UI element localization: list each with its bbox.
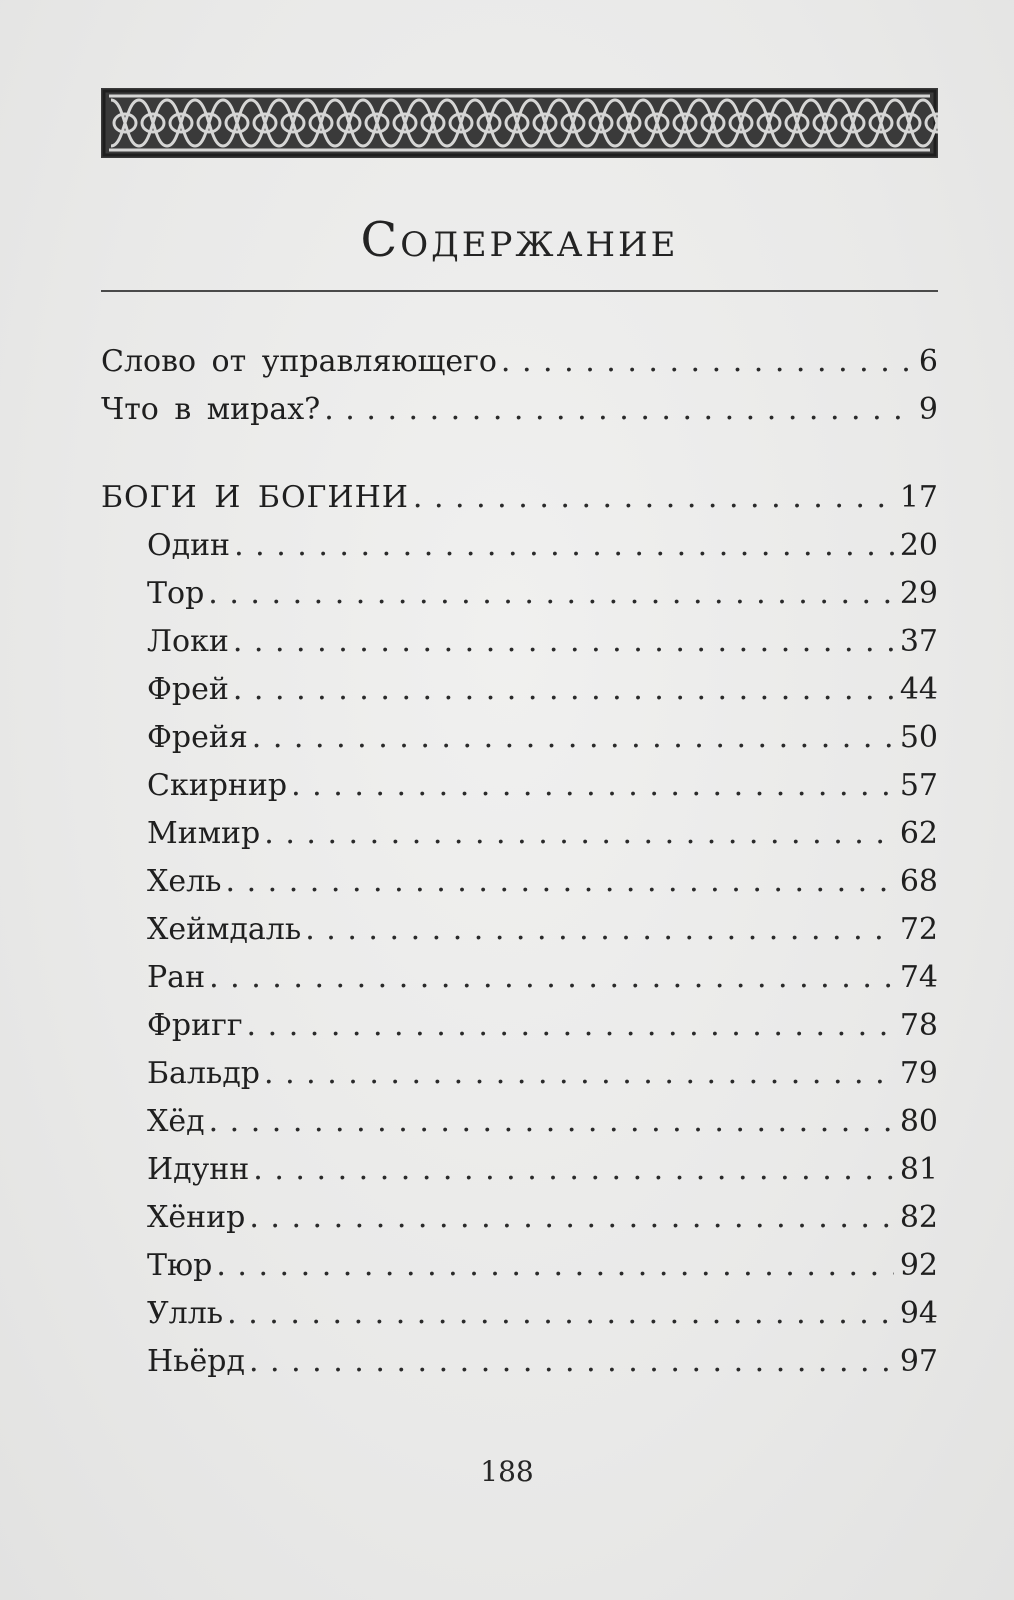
toc-entry-label: Хёнир xyxy=(147,1200,246,1235)
toc-leader-dots xyxy=(233,622,894,662)
toc-leader-dots xyxy=(247,1006,894,1046)
toc-page-number: 9 xyxy=(918,392,938,427)
toc-entry-mimir[interactable] xyxy=(147,814,938,854)
toc-leader-dots xyxy=(291,766,894,806)
toc-leader-dots xyxy=(209,1102,894,1142)
toc-leader-dots xyxy=(234,526,894,566)
toc-page-number: 29 xyxy=(899,576,938,611)
toc-entry-foreword[interactable] xyxy=(101,342,938,382)
toc-entry-label: Мимир xyxy=(147,816,261,851)
toc-section-gods[interactable] xyxy=(101,478,938,518)
toc-entry-thor[interactable] xyxy=(147,574,938,614)
toc-leader-dots xyxy=(253,1150,894,1190)
toc-page-number: 78 xyxy=(899,1008,938,1043)
toc-page-number: 80 xyxy=(899,1104,938,1139)
toc-leader-dots xyxy=(305,910,894,950)
toc-page-number: 92 xyxy=(899,1248,938,1283)
toc-entry-label: Скирнир xyxy=(147,768,288,803)
toc-page-number: 57 xyxy=(899,768,938,803)
toc-leader-dots xyxy=(216,1246,893,1286)
page-number-footer: 188 xyxy=(480,1455,534,1488)
toc-page-number: 62 xyxy=(899,816,938,851)
toc-page-number: 50 xyxy=(899,720,938,755)
toc-entry-freya[interactable] xyxy=(147,718,938,758)
toc-entry-label: Один xyxy=(147,528,231,563)
toc-leader-dots xyxy=(324,390,913,430)
toc-page-number: 79 xyxy=(899,1056,938,1091)
toc-leader-dots xyxy=(252,718,894,758)
toc-entry-ullr[interactable] xyxy=(147,1294,938,1334)
toc-leader-dots xyxy=(249,1198,894,1238)
toc-entry-frigg[interactable] xyxy=(147,1006,938,1046)
toc-entry-worlds[interactable] xyxy=(101,390,938,430)
toc-page-number: 68 xyxy=(899,864,938,899)
toc-entry-label: Тор xyxy=(147,576,205,611)
toc-page-number: 94 xyxy=(899,1296,938,1331)
toc-page-number: 97 xyxy=(899,1344,938,1379)
toc-entry-label: Фрей xyxy=(147,672,229,707)
toc-leader-dots xyxy=(226,862,894,902)
toc-entry-label: Улль xyxy=(147,1296,224,1331)
toc-leader-dots xyxy=(209,958,894,998)
toc-page-number: 82 xyxy=(899,1200,938,1235)
toc-entry-label: Что в мирах? xyxy=(101,392,321,427)
toc-page-number: 20 xyxy=(899,528,938,563)
toc-entry-hel[interactable] xyxy=(147,862,938,902)
toc-entry-baldr[interactable] xyxy=(147,1054,938,1094)
toc-leader-dots xyxy=(249,1342,894,1382)
toc-entry-label: Ньёрд xyxy=(147,1344,245,1379)
toc-entry-label: Хель xyxy=(147,864,222,899)
toc-entry-label: Хеймдаль xyxy=(147,912,302,947)
toc-leader-dots xyxy=(264,1054,894,1094)
toc-entry-label: Бальдр xyxy=(147,1056,260,1091)
table-of-contents xyxy=(101,0,938,1600)
toc-entry-label: Хёд xyxy=(147,1104,205,1139)
page-title: Содержание xyxy=(360,212,679,268)
toc-page-number: 72 xyxy=(899,912,938,947)
toc-entry-njord[interactable] xyxy=(147,1342,938,1382)
toc-page-number: 17 xyxy=(899,480,938,515)
toc-entry-label: Локи xyxy=(147,624,229,659)
toc-leader-dots xyxy=(264,814,894,854)
toc-entry-tyr[interactable] xyxy=(147,1246,938,1286)
toc-page-number: 37 xyxy=(899,624,938,659)
toc-leader-dots xyxy=(413,478,894,518)
toc-entry-label: Фрейя xyxy=(147,720,248,755)
toc-leader-dots xyxy=(233,670,894,710)
toc-entry-heimdall[interactable] xyxy=(147,910,938,950)
toc-entry-hoenir[interactable] xyxy=(147,1198,938,1238)
toc-entry-label: Слово от управляющего xyxy=(101,344,497,379)
toc-page-number: 6 xyxy=(918,344,938,379)
toc-leader-dots xyxy=(227,1294,894,1334)
toc-entry-label: Тюр xyxy=(147,1248,213,1283)
toc-entry-frey[interactable] xyxy=(147,670,938,710)
toc-entry-hod[interactable] xyxy=(147,1102,938,1142)
toc-leader-dots xyxy=(501,342,913,382)
toc-page-number: 74 xyxy=(899,960,938,995)
toc-entry-skirnir[interactable] xyxy=(147,766,938,806)
toc-section-label: БОГИ И БОГИНИ xyxy=(101,480,409,515)
toc-leader-dots xyxy=(208,574,894,614)
toc-entry-ran[interactable] xyxy=(147,958,938,998)
toc-page-number: 81 xyxy=(899,1152,938,1187)
toc-entry-label: Идунн xyxy=(147,1152,250,1187)
toc-entry-odin[interactable] xyxy=(147,526,938,566)
toc-entry-idunn[interactable] xyxy=(147,1150,938,1190)
toc-entry-label: Ран xyxy=(147,960,206,995)
toc-entry-label: Фригг xyxy=(147,1008,243,1043)
toc-entry-loki[interactable] xyxy=(147,622,938,662)
toc-page-number: 44 xyxy=(899,672,938,707)
